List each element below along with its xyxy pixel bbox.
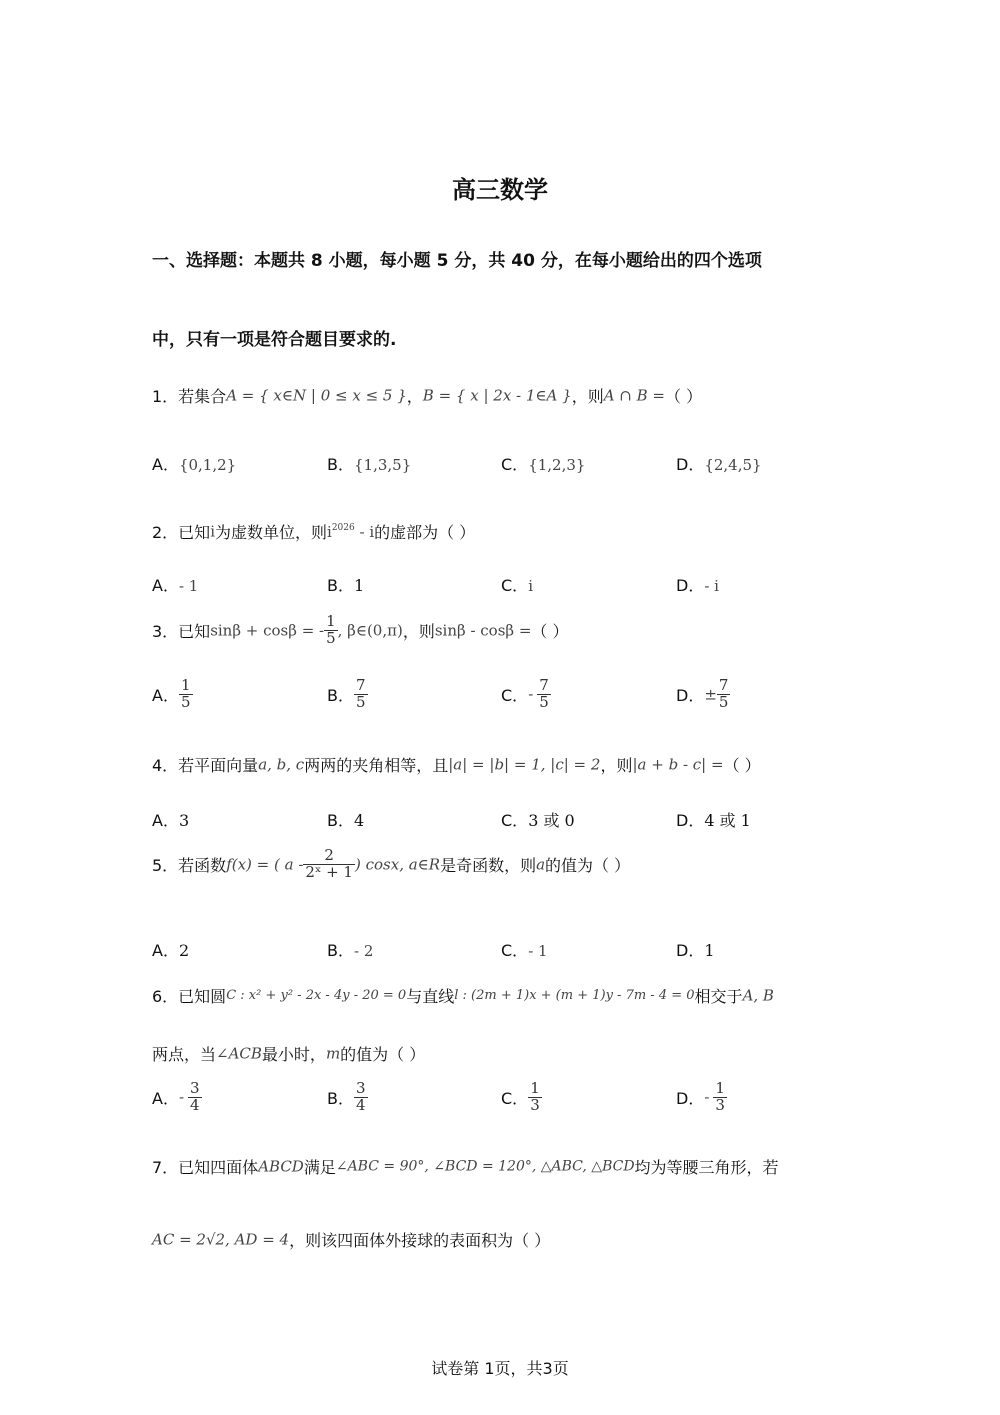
q4-option-b: B．4 xyxy=(327,811,365,830)
q5-prefix: 5．若函数 xyxy=(152,855,227,875)
q7-condition: ∠ABC = 90°, ∠BCD = 120°, △ABC, △BCD xyxy=(335,1158,635,1175)
q6-param-m: m xyxy=(325,1044,341,1063)
q2-option-c: C．i xyxy=(501,576,533,595)
q7-prefix: 7．已知四面体 xyxy=(152,1158,259,1177)
q7-tetrahedron: ABCD xyxy=(258,1157,304,1176)
q1-option-a: A．{0,1,2} xyxy=(152,455,237,474)
q2-option-a: A．- 1 xyxy=(152,576,199,595)
section-heading-line2: 中，只有一项是符合题目要求的. xyxy=(152,330,397,350)
q6-line2-b: 最小时， xyxy=(261,1045,326,1064)
q6-option-d: D．- $\frac{1}{3}$ xyxy=(676,1079,725,1114)
q4-condition: |a| = |b| = 1, |c| = 2 xyxy=(448,755,601,774)
q5-option-d: D．1 xyxy=(676,941,715,960)
q6-option-b: B． $\frac{3}{4}$ xyxy=(327,1079,366,1114)
q3-expression-3: sinβ - cosβ = xyxy=(434,621,532,640)
q7-tail: 均为等腰三角形，若 xyxy=(634,1158,779,1177)
q5-option-c: C．- 1 xyxy=(501,941,548,960)
q2-mid: 为虚数单位，则 xyxy=(215,523,328,542)
q1-expression: A ∩ B = xyxy=(603,386,665,405)
section-heading-line1: 一、选择题：本题共 8 小题，每小题 5 分，共 40 分，在每小题给出的四个选项 xyxy=(152,251,762,271)
question-1 xyxy=(152,384,702,407)
question-6 xyxy=(152,984,774,1007)
q4-vectors: a, b, c xyxy=(258,755,305,774)
q6-option-a: A．- $\frac{3}{4}$ xyxy=(152,1079,200,1114)
question-2 xyxy=(152,520,475,543)
q2-tail: 的虚部为（ ） xyxy=(374,523,476,542)
q6-circle: C : x² + y² - 2x - 4y - 20 = 0 xyxy=(226,988,407,1003)
q6-line2-c: 的值为（ ） xyxy=(340,1045,426,1064)
q7-mid: 满足 xyxy=(303,1158,336,1177)
q6-mid2: 相交于 xyxy=(694,987,743,1006)
question-7 xyxy=(152,1155,779,1178)
q6-angle: ∠ACB xyxy=(216,1044,262,1063)
q7-tail-2: ，则该四面体外接球的表面积为（ ） xyxy=(289,1231,551,1250)
q3-option-c: C．- $\frac{7}{5}$ xyxy=(501,676,549,711)
q3-prefix: 3．已知 xyxy=(152,621,211,641)
q6-mid: 与直线 xyxy=(406,987,455,1006)
q3-expression-1: sinβ + cosβ = - xyxy=(210,621,325,640)
q6-line: l : (2m + 1)x + (m + 1)y - 7m - 4 = 0 xyxy=(454,988,695,1003)
q2-prefix: 2．已知 xyxy=(152,523,211,542)
q6-points: A, B xyxy=(742,986,774,1005)
q5-expression-1: f(x) = ( a - xyxy=(226,855,304,874)
q3-fraction: $\frac{1}{5}$ xyxy=(326,612,336,647)
q4-option-a: A．3 xyxy=(152,811,190,830)
q4-option-d: D．4 或 1 xyxy=(676,811,751,830)
q1-option-c: C．{1,2,3} xyxy=(501,455,586,474)
q5-option-a: A．2 xyxy=(152,941,190,960)
q2-imag-unit: i xyxy=(210,522,215,541)
q4-prefix: 4．若平面向量 xyxy=(152,756,259,775)
q4-mid2: ，则 xyxy=(600,756,633,775)
q5-fraction: $\frac{2}{\text{2ˣ + 1}}$ xyxy=(305,846,353,881)
q4-tail: （ ） xyxy=(723,756,761,775)
q1-option-b: B．{1,3,5} xyxy=(327,455,412,474)
q3-expression-2: , β∈(0,π) xyxy=(337,621,403,640)
q4-expression: |a + b - c| = xyxy=(632,755,724,774)
question-7-line2 xyxy=(152,1228,550,1251)
q2-expression: $i^{2026}$ - i xyxy=(327,523,375,541)
q3-mid: ，则 xyxy=(402,621,435,641)
q6-option-c: C． $\frac{1}{3}$ xyxy=(501,1079,540,1114)
q1-set-a: A = { x∈N | 0 ≤ x ≤ 5 } xyxy=(226,386,407,405)
q6-line2-a: 两点，当 xyxy=(152,1045,217,1064)
q3-option-a: A． $\frac{1}{5}$ xyxy=(152,676,191,711)
q3-option-d: D．± $\frac{7}{5}$ xyxy=(676,676,729,711)
q1-set-b: B = { x | 2x - 1∈A } xyxy=(422,386,572,405)
q4-option-c: C．3 或 0 xyxy=(501,811,575,830)
q7-condition-2: AC = 2√2, AD = 4 xyxy=(152,1230,290,1249)
q1-paren: （ ） xyxy=(665,387,703,406)
q5-param-a: a xyxy=(536,855,546,874)
question-5 xyxy=(152,848,630,881)
question-4 xyxy=(152,753,761,776)
q3-option-b: B． $\frac{7}{5}$ xyxy=(327,676,366,711)
q1-separator: ， xyxy=(406,387,423,406)
question-3 xyxy=(152,614,569,647)
q1-prefix: 1．若集合 xyxy=(152,387,227,406)
q4-mid: 两两的夹角相等，且 xyxy=(304,756,449,775)
question-6-line2 xyxy=(152,1042,425,1065)
q2-option-b: B．1 xyxy=(327,576,365,595)
q1-tail1: ，则 xyxy=(571,387,604,406)
q5-tail: 的值为（ ） xyxy=(545,855,631,875)
q5-expression-2: ) cosx, a∈R xyxy=(354,855,441,874)
q5-option-b: B．- 2 xyxy=(327,941,374,960)
q6-prefix: 6．已知圆 xyxy=(152,987,227,1006)
page-title: 高三数学 xyxy=(452,176,548,204)
q5-mid: 是奇函数，则 xyxy=(440,855,537,875)
q2-option-d: D．- i xyxy=(676,576,719,595)
q3-tail: （ ） xyxy=(531,621,569,641)
q1-option-d: D．{2,4,5} xyxy=(676,455,762,474)
page-footer: 试卷第 1页，共3页 xyxy=(431,1359,569,1378)
